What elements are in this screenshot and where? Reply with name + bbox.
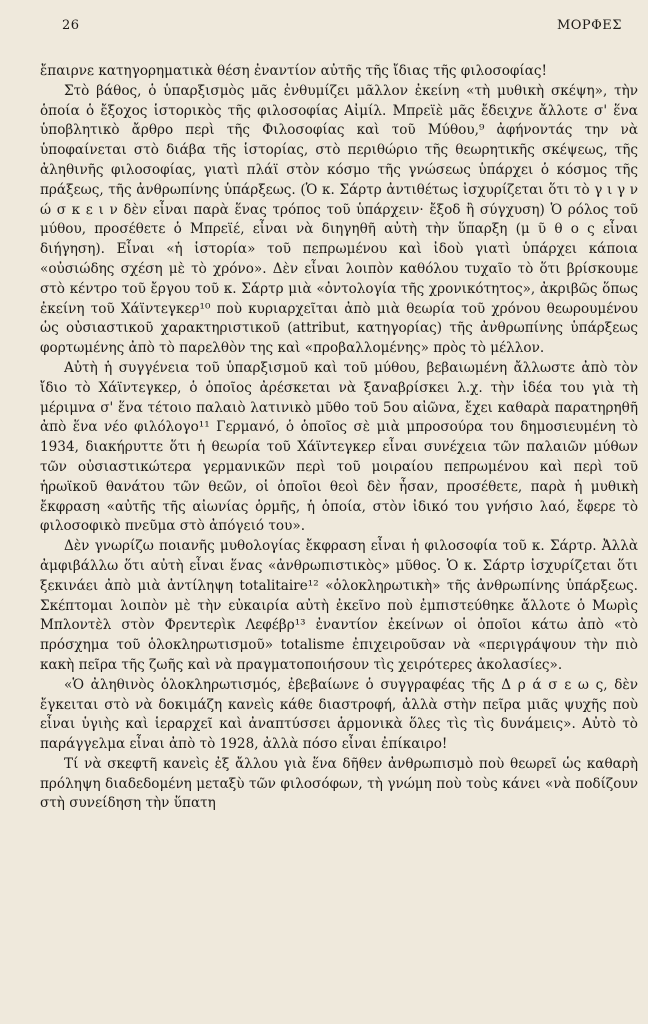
- running-title: ΜΟΡΦΕΣ: [556, 18, 622, 33]
- paragraph: «Ὁ ἀληθινὸς ὁλοκληρωτισμός, ἐβεβαίωνε ὁ συγγραφέας τῆς Δ ρ ά σ ε ω ς, δὲν ἔγκειται στὸ νὰ δοκιμάζη κανεὶς κάθε διαστροφή, ἀλλὰ στὴν πεῖρα μιᾶς ψυχῆς ποὺ εἶναι ὑγιὴς καὶ ἱεραρχεῖ καὶ ἀναπτύσσει ἁρμονικὰ ὅλες τὶς τὶς δυνάμεις». Αὐτὸ τὸ παράγγελμα εἶναι ἀπὸ τὸ 1928, ἀλλὰ πόσο εἶναι ἐπίκαιρο!: [40, 676, 638, 753]
- paragraph: Στὸ βάθος, ὁ ὑπαρξισμὸς μᾶς ἐνθυμίζει μᾶλλον ἐκείνη «τὴ μυθικὴ σκέψη», τὴν ὁποία ὁ ἔξοχος ἱστορικὸς τῆς φιλοσοφίας Αἰμίλ. Μπρεϊὲ μᾶς ἔδειχνε ἄλλοτε σ' ἕνα ὑποβλητικὸ ἄρθρο περὶ τῆς Φιλοσοφίας καὶ τοῦ Μύθου,⁹ ἀφήνοντάς την νὰ ὑποφαίνεται στὸ διάβα τῆς ἱστορίας, στὸ περιθώριο τῆς θεωρητικῆς σκέψεως, τῆς ἀληθινῆς φιλοσοφίας, γιατὶ πλάϊ στὸν κόσμο τῆς γνώσεως ὑπάρχει ὁ κόσμος τῆς πράξεως, τῆς ἀνθρωπίνης ὑπάρξεως. (Ὁ κ. Σάρτρ ἀντιθέτως ἰσχυρίζεται ὅτι τὸ γ ι γ ν ώ σ κ ε ι ν δὲν εἶναι παρὰ ἕνας τρόπος τοῦ ὑπάρχειν· ἔξοδ ἢ σύγχυση) Ὁ ρόλος τοῦ μύθου, προσέθετε ὁ Μπρεϊέ, εἶναι νὰ διηγηθῆ αὐτὴ τὴν ὕπαρξη (μ ῦ θ ο ς εἶναι διήγηση). Εἶναι «ἡ ἱστορία» τοῦ πεπρωμένου καὶ ἰδοὺ γιατὶ ὑπάρχει κάποια «οὐσιώδης σχέση μὲ τὸ χρόνο». Δὲν εἶναι λοιπὸν καθόλου τυχαῖο τὸ ὅτι βρίσκουμε στὸ κέντρο τοῦ ἔργου τοῦ κ. Σάρτρ μιὰ «ὀντολογία τῆς χρονικότητος», ἀκριβῶς ὅπως ἐκείνη τοῦ Χάϊντεγκερ¹⁰ ποὺ κυριαρχεῖται ἀπὸ μιὰ θεωρία τοῦ χρόνου θεωρουμένου ὡς οὐσιαστικοῦ χαρακτηριστικοῦ (attribut, κατηγορίας) τῆς ἀνθρωπίνης ὑπάρξεως φορτωμένης ἀπὸ τὸ παρελθὸν της καὶ «προβαλλομένης» πρὸς τὸ μέλλον.: [40, 82, 638, 357]
- page-header: [62, 18, 622, 33]
- paragraph: Δὲν γνωρίζω ποιανῆς μυθολογίας ἔκφραση εἶναι ἡ φιλοσοφία τοῦ κ. Σάρτρ. Ἀλλὰ ἀμφιβάλλω ὅτι αὐτὴ εἶναι ἕνας «ἀνθρωπιστικὸς» μῦθος. Ὁ κ. Σάρτρ ἰσχυρίζεται ὅτι ξεκινάει ἀπὸ μιὰ ἀντίληψη totalitaire¹² «ὁλοκληρωτικὴ» τῆς ἀνθρωπίνης ὑπάρξεως. Σκέπτομαι λοιπὸν μὲ τὴν εὐκαιρία αὐτὴ ἐκεῖνο ποὺ ἐμπιστεύθηκε ἄλλοτε ὁ Μωρὶς Μπλοντὲλ στὸν Φρεντερὶκ Λεφέβρ¹³ ἐναντίον ἐκείνων οἱ ὁποῖοι κάτω ἀπὸ «τὸ πρόσχημα τοῦ ὁλοκληρωτισμοῦ» totalisme ἐπιχειροῦσαν νὰ «περιγράψουν τὴν πιὸ κακὴ πεῖρα τῆς ζωῆς καὶ νὰ πραγματοποιήσουν τὶς χειρότερες ἀκολασίες».: [40, 538, 638, 673]
- paragraph: Τί νὰ σκεφτῆ κανεὶς ἐξ ἄλλου γιὰ ἕνα δῆθεν ἀνθρωπισμὸ ποὺ θεωρεῖ ὡς καθαρὴ πρόληψη διαδεδομένη μεταξὺ τῶν φιλοσόφων, τὴ γνώμη ποὺ τοὺς κάνει «νὰ ποδίζουν στὴ συνείδηση τὴν ὕπατη: [40, 755, 638, 812]
- paragraph: ἔπαιρνε κατηγορηματικὰ θέση ἐναντίον αὐτῆς τῆς ἴδιας τῆς φιλοσοφίας!: [40, 63, 548, 79]
- paragraph: Αὐτὴ ἡ συγγένεια τοῦ ὑπαρξισμοῦ καὶ τοῦ μύθου, βεβαιωμένη ἄλλωστε ἀπὸ τὸν ἴδιο τὸ Χάϊντεγκερ, ὁ ὁποῖος ἀρέσκεται νὰ ξαναβρίσκει λ.χ. τὴν ἰδέα του γιὰ τὴ μέριμνα σ' ἕνα τέτοιο παλαιὸ λατινικὸ μῦθο τοῦ 5ου αἰῶνα, ἔχει καθαρὰ παρατηρηθῆ ἀπὸ ἕνα νέο φιλόλογο¹¹ Γερμανό, ὁ ὁποῖος σὲ μιὰ μπροσούρα του δημοσιευμένη τὸ 1934, διακήρυττε ὅτι ἡ θεωρία τοῦ Χάϊντεγκερ εἶναι συνέχεια τῶν παλαιῶν μύθων τῶν οὐσιαστικώτερα γερμανικῶν περὶ τοῦ μοιραίου πεπρωμένου καὶ περὶ τοῦ ἡρωϊκοῦ θανάτου τῶν θεῶν, οἱ ὁποῖοι θεοὶ δὲν ἦσαν, προσέθετε, παρὰ ἡ μυθικὴ ἔκφραση «αὐτῆς τῆς αἰωνίας ὁρμῆς, ἡ ὁποία, στὸν ἰδικό του γνήσιο λαό, ἔφερε τὸ φιλοσοφικὸ πνεῦμα στὸ ἀπόγειό του».: [40, 359, 638, 535]
- body-text: [40, 62, 638, 814]
- page-number: 26: [62, 18, 80, 33]
